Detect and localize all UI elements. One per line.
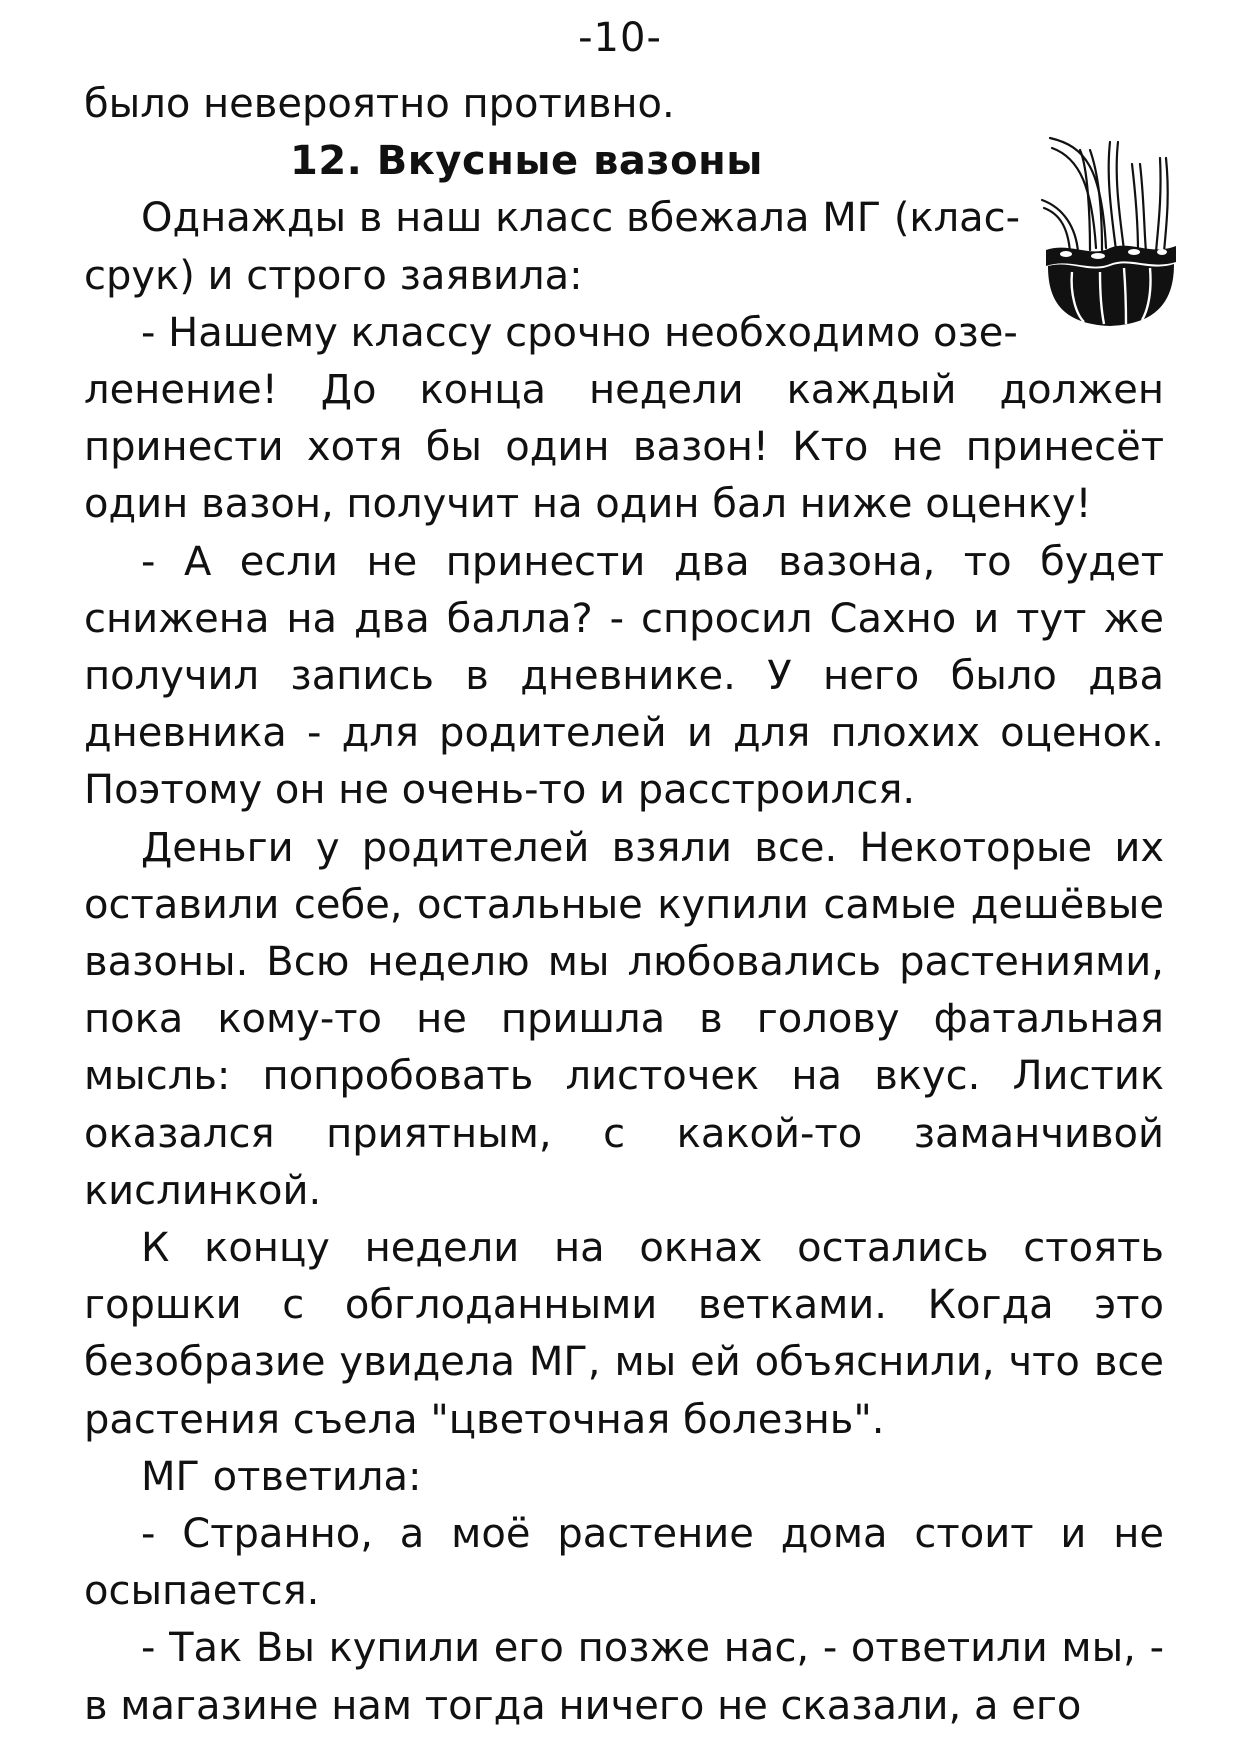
paragraph: Однажды в наш класс вбежала МГ (клас- — [141, 195, 1021, 242]
chapter-heading: 12. Вкусные вазоны — [290, 138, 763, 185]
paragraph: Деньги у родителей взяли все. Некоторые их оставили себе, остальные купили самые дешёвые вазоны. Всю неделю мы любовались растениями, пока кому-то не пришла в голову фатальная мысль: попробовать листочек на вкус. Листик оказался приятным, с какой-то заманчивой кислинкой. — [84, 824, 1164, 1214]
paragraph: ленение! До конца недели каждый должен принести хотя бы один вазон! Кто не принесёт один вазон, получит на один бал ниже оценку! — [84, 367, 1164, 528]
plant-leaf — [1164, 158, 1168, 252]
lead-line: было невероятно противно. — [84, 81, 675, 127]
body-text — [84, 76, 1164, 1735]
paragraph: - Так Вы купили его позже нас, - ответили мы, - в магазине нам тогда ничего не сказали, а его — [84, 1625, 1164, 1729]
paragraph: К концу недели на окнах остались стоять горшки с обглоданными ветками. Когда это безобразие увидела МГ, мы ей объяснили, что все растения съела "цветочная болезнь". — [84, 1225, 1164, 1443]
page-number: -10- — [578, 15, 662, 61]
paragraph: срук) и строго заявила: — [84, 252, 583, 299]
paragraph: МГ ответила: — [141, 1453, 422, 1500]
paragraph: - Странно, а моё растение дома стоит и не осыпается. — [84, 1511, 1164, 1615]
paragraph: - А если не принести два вазона, то будет снижена на два балла? - спросил Сахно и тут же получил запись в дневнике. У него было два дневника - для родителей и для плохих оценок. Поэтому он не очень-то и расстроился. — [84, 538, 1164, 814]
paragraph: - Нашему классу срочно необходимо озе- — [141, 309, 1018, 356]
